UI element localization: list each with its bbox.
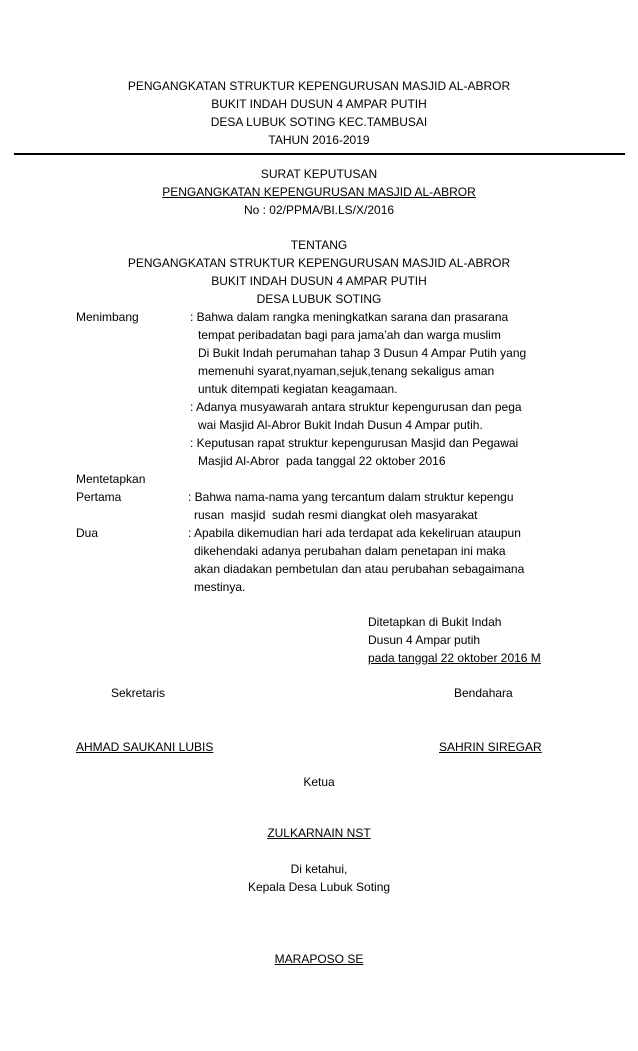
considering-label: Menimbang: [76, 310, 139, 324]
enactment-date: pada tanggal 22 oktober 2016 M: [368, 651, 541, 665]
considering-point-3-line-1: : Keputusan rapat struktur kepengurusan Masjid dan Pegawai: [190, 436, 519, 450]
village-head-title: Kepala Desa Lubuk Soting: [247, 880, 391, 894]
secretary-title: Sekretaris: [111, 686, 166, 700]
considering-point-1-line-4: memenuhi syarat,nyaman,sejuk,tenang sekaligus aman: [198, 364, 495, 378]
considering-point-1-line-2: tempat peribadatan bagi para jama’ah dan warga muslim: [198, 328, 501, 342]
chair-name: ZULKARNAIN NST: [267, 826, 371, 840]
treasurer-name: SAHRIN SIREGAR: [439, 740, 542, 754]
decides-first-line-2: rusan masjid sudah resmi diangkat oleh masyarakat: [194, 508, 478, 522]
enactment-hamlet: Dusun 4 Ampar putih: [368, 633, 481, 647]
enactment-place: Ditetapkan di Bukit Indah: [368, 615, 502, 629]
acknowledged-label: Di ketahui,: [290, 862, 348, 876]
chair-title: Ketua: [303, 775, 335, 789]
letterhead-line-3: DESA LUBUK SOTING KEC.TAMBUSAI: [210, 115, 428, 129]
letterhead-line-2: BUKIT INDAH DUSUN 4 AMPAR PUTIH: [211, 97, 427, 111]
letterhead-divider: [14, 153, 625, 155]
decree-number: No : 02/PPMA/BI.LS/X/2016: [243, 203, 395, 217]
decides-second-line-4: mestinya.: [194, 580, 246, 594]
decides-label: Mentetapkan: [76, 472, 146, 486]
decides-second-line-2: dikehendaki adanya perubahan dalam penetapan ini maka: [194, 544, 506, 558]
considering-point-1-line-3: Di Bukit Indah perumahan tahap 3 Dusun 4 Ampar Putih yang: [198, 346, 527, 360]
decree-title: PENGANGKATAN KEPENGURUSAN MASJID AL-ABROR: [162, 185, 476, 199]
considering-point-1-line-1: : Bahwa dalam rangka meningkatkan sarana dan prasarana: [190, 310, 509, 324]
about-line-2: BUKIT INDAH DUSUN 4 AMPAR PUTIH: [211, 274, 427, 288]
considering-point-2-line-1: : Adanya musyawarah antara struktur kepengurusan dan pega: [190, 400, 522, 414]
decides-first-label: Pertama: [76, 490, 122, 504]
treasurer-title: Bendahara: [454, 686, 513, 700]
decree-label: SURAT KEPUTUSAN: [260, 167, 378, 181]
secretary-name: AHMAD SAUKANI LUBIS: [76, 740, 214, 754]
about-line-3: DESA LUBUK SOTING: [256, 292, 382, 306]
considering-point-1-line-5: untuk ditempati kegiatan keagamaan.: [198, 382, 398, 396]
decides-first-line-1: : Bahwa nama-nama yang tercantum dalam struktur kepengu: [188, 490, 514, 504]
letterhead-line-4: TAHUN 2016-2019: [268, 133, 370, 147]
decides-second-line-1: : Apabila dikemudian hari ada terdapat ada kekeliruan ataupun: [188, 526, 521, 540]
decides-second-label: Dua: [76, 526, 99, 540]
about-line-1: PENGANGKATAN STRUKTUR KEPENGURUSAN MASJID AL-ABROR: [127, 256, 511, 270]
decides-second-line-3: akan diadakan pembetulan dan atau perubahan sebagaimana: [194, 562, 525, 576]
village-head-name: MARAPOSO SE: [274, 952, 364, 966]
considering-point-2-line-2: wai Masjid Al-Abror Bukit Indah Dusun 4 Ampar putih.: [198, 418, 483, 432]
considering-point-3-line-2: Masjid Al-Abror pada tanggal 22 oktober 2016: [198, 454, 446, 468]
letterhead-line-1: PENGANGKATAN STRUKTUR KEPENGURUSAN MASJID AL-ABROR: [127, 79, 511, 93]
about-label: TENTANG: [290, 238, 348, 252]
